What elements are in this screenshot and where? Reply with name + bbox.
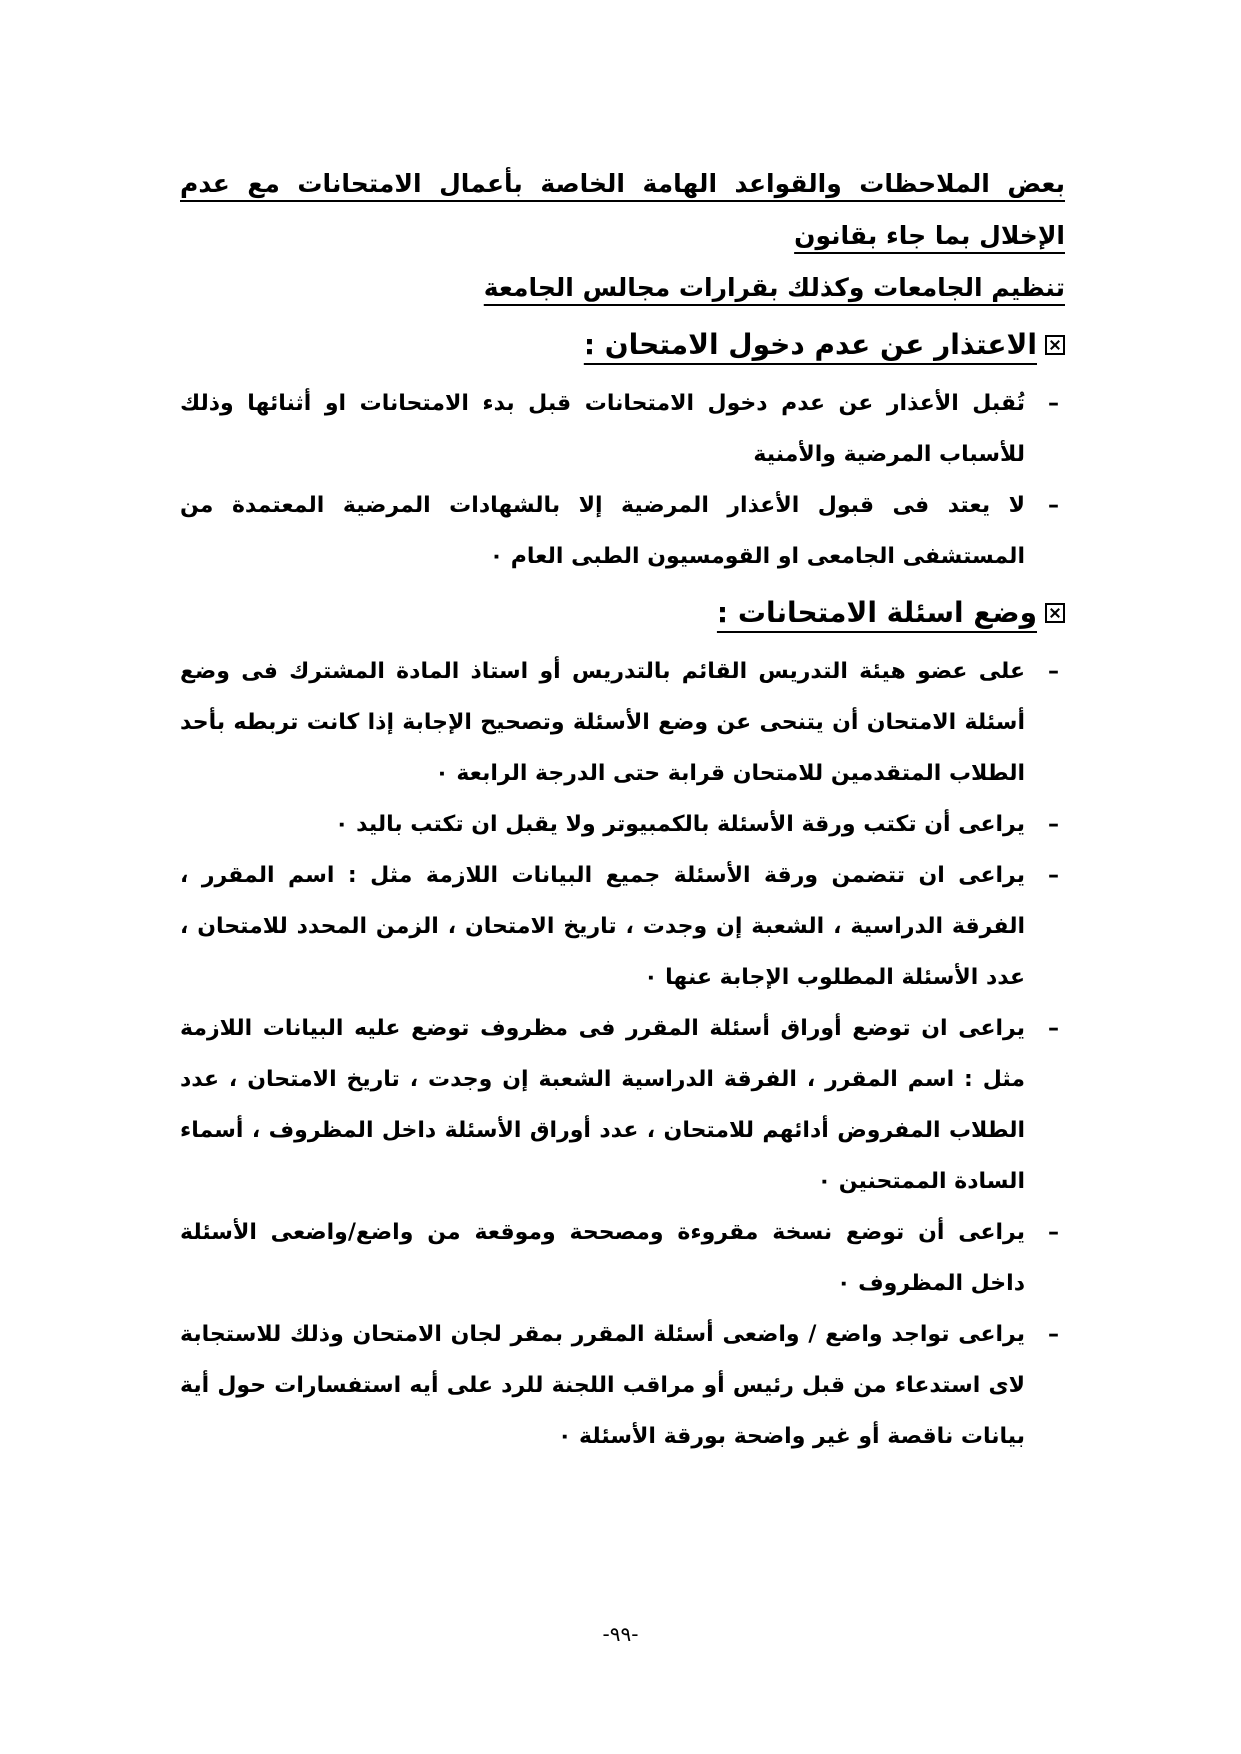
page-number: -٩٩- — [602, 1622, 639, 1646]
checkbox-x-icon — [1045, 603, 1065, 623]
list-item — [180, 1003, 1065, 1207]
list-item-text: يراعى تواجد واضع / واضعى أسئلة المقرر بمقر لجان الامتحان وذلك للاستجابة لاى استدعاء من قبل رئيس أو مراقب اللجنة للرد على أيه استفسارات حول أية بيانات ناقصة أو غير واضحة بورقة الأسئلة ٠ — [180, 1322, 1025, 1449]
section-heading-exam-questions — [180, 586, 1065, 640]
list-item-text: تُقبل الأعذار عن عدم دخول الامتحانات قبل بدء الامتحانات او أثنائها وذلك للأسباب المرضية والأمنية — [180, 391, 1025, 467]
checkbox-x-icon — [1045, 335, 1065, 355]
bullet-dash: – — [1048, 863, 1059, 888]
page-title — [180, 158, 1065, 314]
bullet-dash: – — [1048, 1016, 1059, 1041]
list-item — [180, 1207, 1065, 1309]
section-heading-text: وضع اسئلة الامتحانات : — [716, 596, 1037, 629]
list-item — [180, 799, 1065, 850]
list-item-text: يراعى أن توضع نسخة مقروءة ومصححة وموقعة من واضع/واضعى الأسئلة داخل المظروف ٠ — [180, 1220, 1025, 1296]
bullet-dash: – — [1048, 1220, 1059, 1245]
list-item-text: يراعى ان تتضمن ورقة الأسئلة جميع البيانات اللازمة مثل : اسم المقرر ، الفرقة الدراسية ، الشعبة إن وجدت ، تاريخ الامتحان ، الزمن المحدد للامتحان ، عدد الأسئلة المطلوب الإجابة عنها ٠ — [180, 863, 1025, 990]
list-item-text: على عضو هيئة التدريس القائم بالتدريس أو استاذ المادة المشترك فى وضع أسئلة الامتحان أن يتنحى عن وضع الأسئلة وتصحيح الإجابة إذا كانت تربطه بأحد الطلاب المتقدمين للامتحان قرابة حتى الدرجة الرابعة ٠ — [180, 659, 1025, 786]
list-item — [180, 480, 1065, 582]
bullet-dash: – — [1048, 812, 1059, 837]
section-heading-exam-excuse — [180, 318, 1065, 372]
bullet-dash: – — [1048, 493, 1059, 518]
section-list-exam-excuse — [180, 378, 1065, 582]
title-line-1: بعض الملاحظات والقواعد الهامة الخاصة بأعمال الامتحانات مع عدم الإخلال بما جاء بقانون — [180, 169, 1065, 250]
bullet-dash: – — [1048, 1322, 1059, 1347]
page-content — [180, 158, 1065, 1462]
list-item — [180, 1309, 1065, 1462]
list-item — [180, 646, 1065, 799]
title-line-2: تنظيم الجامعات وكذلك بقرارات مجالس الجامعة — [483, 273, 1065, 302]
list-item-text: يراعى أن تكتب ورقة الأسئلة بالكمبيوتر ولا يقبل ان تكتب باليد ٠ — [335, 812, 1025, 837]
list-item-text: لا يعتد فى قبول الأعذار المرضية إلا بالشهادات المرضية المعتمدة من المستشفى الجامعى او القومسيون الطبى العام ٠ — [180, 493, 1025, 569]
bullet-dash: – — [1048, 659, 1059, 684]
list-item — [180, 378, 1065, 480]
list-item-text: يراعى ان توضع أوراق أسئلة المقرر فى مظروف توضع عليه البيانات اللازمة مثل : اسم المقرر ، الفرقة الدراسية الشعبة إن وجدت ، تاريخ الامتحان ، عدد الطلاب المفروض أدائهم للامتحان ، عدد أوراق الأسئلة داخل المظروف ، أسماء السادة الممتحنين ٠ — [180, 1016, 1025, 1194]
section-list-exam-questions — [180, 646, 1065, 1462]
bullet-dash: – — [1048, 391, 1059, 416]
list-item — [180, 850, 1065, 1003]
section-heading-text: الاعتذار عن عدم دخول الامتحان : — [583, 328, 1037, 361]
